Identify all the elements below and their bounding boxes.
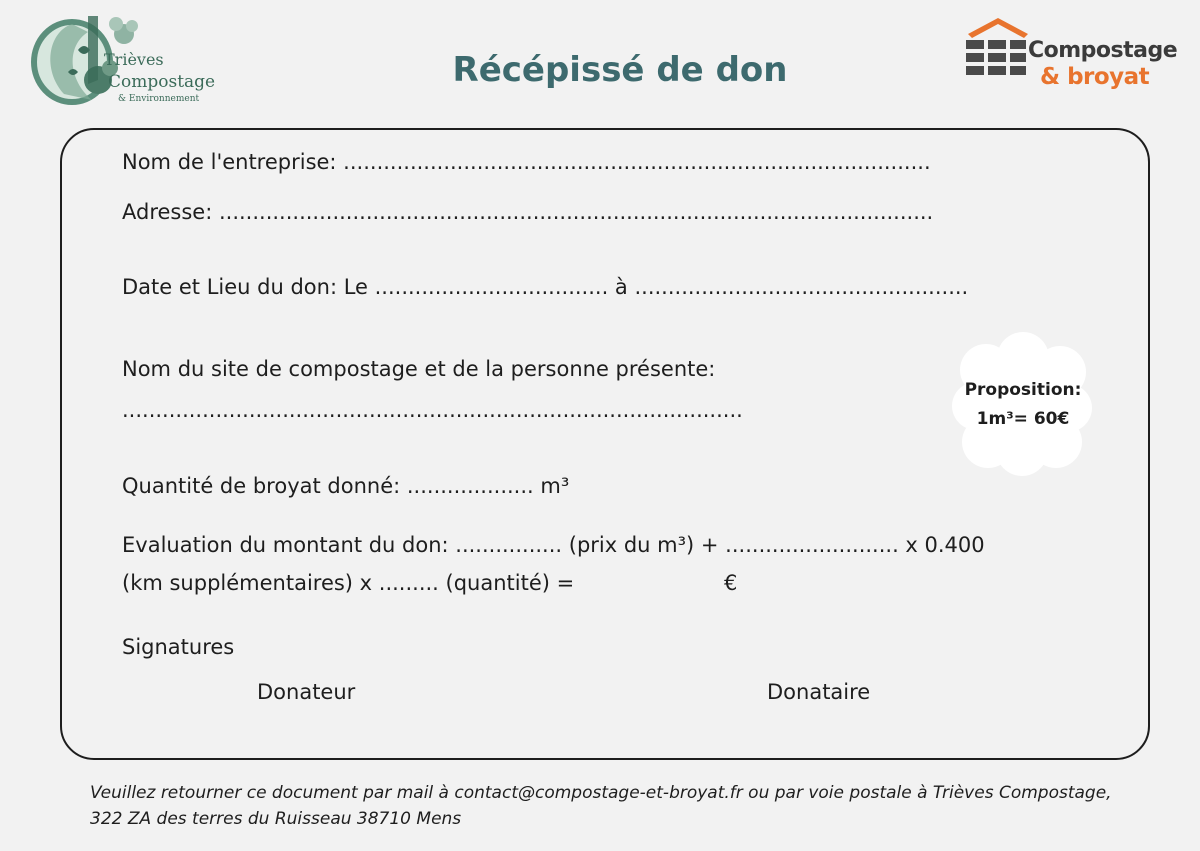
logo-right-line1: Compostage	[1028, 38, 1178, 63]
footer-line2: 322 ZA des terres du Ruisseau 38710 Mens	[90, 809, 462, 829]
footer-line1: Veuillez retourner ce document par mail à contact@compostage-et-broyat.fr ou par voie postale à Trièves Compostage,	[90, 783, 1112, 803]
logo-left-line2: Compostage	[108, 72, 216, 92]
compostage-broyat-logo	[964, 14, 1184, 98]
cloud-shape-icon	[952, 330, 1094, 476]
evaluation-line1[interactable]: Evaluation du montant du don: ................ (prix du m³) + .......................... x 0.400	[122, 533, 985, 557]
address-field[interactable]: Adresse: ...........................................................................................................	[122, 200, 934, 224]
logo-left-line1: Trièves	[104, 50, 164, 69]
recipient-label: Donataire	[767, 680, 871, 704]
proposition-line1: Proposition:	[964, 380, 1082, 400]
proposition-line2: 1m³= 60€	[976, 409, 1070, 429]
signatures-label: Signatures	[122, 635, 235, 659]
logo-left-line3: & Environnement	[118, 94, 200, 104]
date-place-field[interactable]: Date et Lieu du don: Le ................................... à ..................................................	[122, 275, 969, 299]
currency-symbol: €	[724, 571, 738, 595]
company-name-field[interactable]: Nom de l'entreprise: ........................................................................................	[122, 150, 931, 174]
logo-right-line2: & broyat	[1040, 64, 1150, 90]
page-title: Récépissé de don	[452, 50, 788, 90]
evaluation-line2[interactable]: (km supplémentaires) x ......... (quantité) =	[122, 571, 575, 595]
proposition-cloud	[952, 330, 1094, 476]
quantity-field[interactable]: Quantité de broyat donné: ................... m³	[122, 474, 570, 498]
stacked-bin-icon	[964, 14, 1034, 84]
donor-label: Donateur	[257, 680, 356, 704]
site-field[interactable]: .............................................................................................	[122, 398, 743, 422]
footer-note	[90, 780, 1150, 832]
site-label: Nom du site de compostage et de la personne présente:	[122, 357, 716, 381]
